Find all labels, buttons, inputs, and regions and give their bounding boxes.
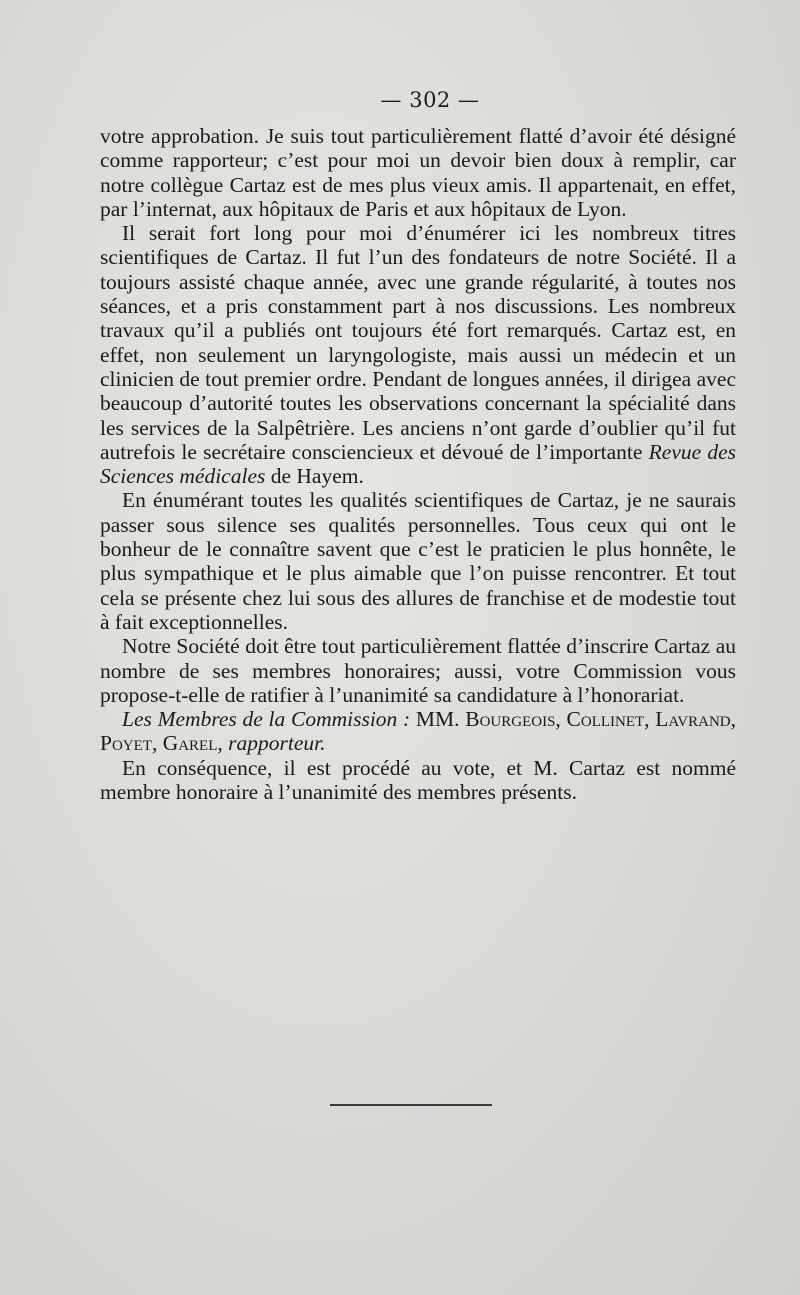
commission-members: MM. Bourgeois, Collinet, Lavrand, Poyet, Garel, <box>100 707 737 756</box>
paragraph-titles <box>100 221 736 488</box>
end-rule <box>330 1104 492 1106</box>
paragraph-titles-end: de Hayem. <box>265 464 364 489</box>
paragraph-qualities: En énumérant toutes les qualités scientifiques de Cartaz, je ne saurais passer sous silence ses qualités personnelles. Tous ceux qui ont le bonheur de le connaître savent que c’est le praticien le plus honnête, le plus sympathique et le plus aimable que l’on puisse rencontrer. Et tout cela se présente chez lui sous des allures de franchise et de modestie tout à fait exceptionnelles. <box>100 488 736 634</box>
page-number: — 302 — <box>380 88 480 112</box>
paragraph-approval: votre approbation. Je suis tout particulièrement flatté d’avoir été désigné comme rapporteur; c’est pour moi un devoir bien doux à remplir, car notre collègue Cartaz est de mes plus vieux amis. Il appartenait, en effet, par l’internat, aux hôpitaux de Paris et aux hôpitaux de Lyon. <box>100 124 736 221</box>
commission-role: rapporteur. <box>228 731 326 756</box>
journal-title: Revue des Sciences médicales <box>100 439 737 489</box>
paragraph-titles-text: Il serait fort long pour moi d’énumérer ici les nombreux titres scientifiques de Cartaz. Il fut l’un des fondateurs de notre Société. Il a toujours assisté chaque année, avec une grande régularité, à toutes nos séances, et a pris constamment part à nos discussions. Les nombreux travaux qu’il a publiés ont toujours été fort remarqués. Cartaz est, en effet, non seulement un laryngologiste, mais aussi un médecin et un clinicien de tout premier ordre. Pendant de longues années, il dirigea avec beaucoup d’autorité toutes les observations concernant la spécialité dans les services de la Salpêtrière. Les anciens n’ont garde d’oublier qu’il fut autrefois le secrétaire consciencieux et dévoué de l’importante <box>100 221 736 464</box>
paragraph-vote: En conséquence, il est procédé au vote, et M. Cartaz est nommé membre honoraire à l’unanimité des membres présents. <box>100 755 736 805</box>
commission-signature <box>100 707 736 756</box>
paragraph-proposal: Notre Société doit être tout particulièrement flattée d’inscrire Cartaz au nombre de ses membres honoraires; aussi, votre Commission vous propose-t-elle de ratifier à l’unanimité sa candidature à l’honorariat. <box>100 634 736 707</box>
body-text <box>100 124 736 804</box>
commission-label: Les Membres de la Commission : <box>122 707 411 732</box>
